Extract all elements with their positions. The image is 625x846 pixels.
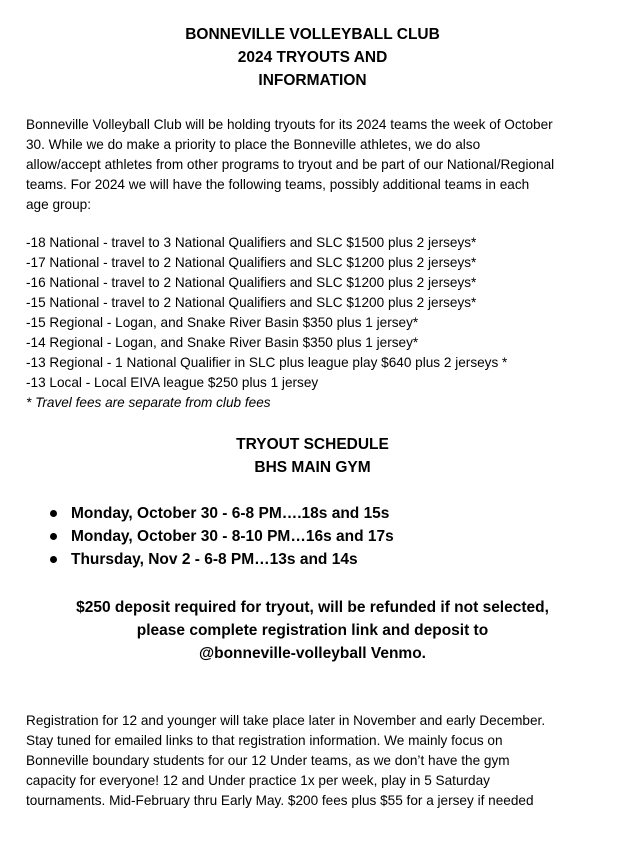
deposit-line: please complete registration link and deposit to bbox=[136, 622, 489, 639]
session-item bbox=[50, 502, 394, 525]
session-text: Thursday, Nov 2 - 6-8 PM…13s and 14s bbox=[71, 551, 358, 568]
intro-line: allow/accept athletes from other programs to tryout and be part of our National/Regional bbox=[26, 157, 555, 172]
session-text: Monday, October 30 - 6-8 PM….18s and 15s bbox=[71, 505, 390, 522]
title-line-3: INFORMATION bbox=[258, 72, 367, 89]
intro-line: age group: bbox=[26, 197, 92, 212]
deposit-line: @bonneville-volleyball Venmo. bbox=[198, 645, 426, 662]
team-item: -17 National - travel to 2 National Qualifiers and SLC $1200 plus 2 jerseys* bbox=[26, 255, 477, 270]
schedule-heading bbox=[0, 433, 625, 479]
intro-line: 30. While we do make a priority to place the Bonneville athletes, we do also bbox=[26, 137, 481, 152]
title-line-2: 2024 TRYOUTS AND bbox=[237, 49, 388, 66]
registration-line: Registration for 12 and younger will take place later in November and early December. bbox=[26, 713, 546, 728]
team-item: -18 National - travel to 3 National Qualifiers and SLC $1500 plus 2 jerseys* bbox=[26, 235, 477, 250]
team-item: -13 Regional - 1 National Qualifier in SLC plus league play $640 plus 2 jerseys * bbox=[26, 355, 508, 370]
registration-line: Stay tuned for emailed links to that registration information. We mainly focus on bbox=[26, 733, 503, 748]
registration-line: Bonneville boundary students for our 12 Under teams, as we don’t have the gym bbox=[26, 753, 510, 768]
fee-note: * Travel fees are separate from club fees bbox=[26, 395, 271, 410]
session-item bbox=[50, 548, 394, 571]
team-item: -16 National - travel to 2 National Qualifiers and SLC $1200 plus 2 jerseys* bbox=[26, 275, 477, 290]
deposit-notice bbox=[0, 596, 625, 665]
team-item: -15 Regional - Logan, and Snake River Basin $350 plus 1 jersey* bbox=[26, 315, 419, 330]
team-item: -15 National - travel to 2 National Qualifiers and SLC $1200 plus 2 jerseys* bbox=[26, 295, 477, 310]
team-item: -14 Regional - Logan, and Snake River Basin $350 plus 1 jersey* bbox=[26, 335, 419, 350]
schedule-location: BHS MAIN GYM bbox=[254, 459, 371, 476]
registration-paragraph bbox=[26, 711, 616, 811]
registration-line: tournaments. Mid-February thru Early May. $200 fees plus $55 for a jersey if needed bbox=[26, 793, 534, 808]
schedule-title: TRYOUT SCHEDULE bbox=[236, 436, 389, 453]
session-item bbox=[50, 525, 394, 548]
intro-line: Bonneville Volleyball Club will be holding tryouts for its 2024 teams the week of October bbox=[26, 117, 553, 132]
deposit-line: $250 deposit required for tryout, will be refunded if not selected, bbox=[76, 599, 549, 616]
bullet-icon bbox=[50, 510, 57, 517]
tryout-sessions bbox=[50, 502, 394, 571]
title-line-1: BONNEVILLE VOLLEYBALL CLUB bbox=[185, 26, 440, 43]
team-list bbox=[26, 233, 611, 393]
bullet-icon bbox=[50, 556, 57, 563]
session-text: Monday, October 30 - 8-10 PM…16s and 17s bbox=[71, 528, 394, 545]
bullet-icon bbox=[50, 533, 57, 540]
registration-line: capacity for everyone! 12 and Under practice 1x per week, play in 5 Saturday bbox=[26, 773, 490, 788]
intro-line: teams. For 2024 we will have the following teams, possibly additional teams in each bbox=[26, 177, 530, 192]
document-title bbox=[0, 23, 625, 92]
intro-paragraph bbox=[26, 115, 611, 215]
team-item: -13 Local - Local EIVA league $250 plus 1 jersey bbox=[26, 375, 319, 390]
